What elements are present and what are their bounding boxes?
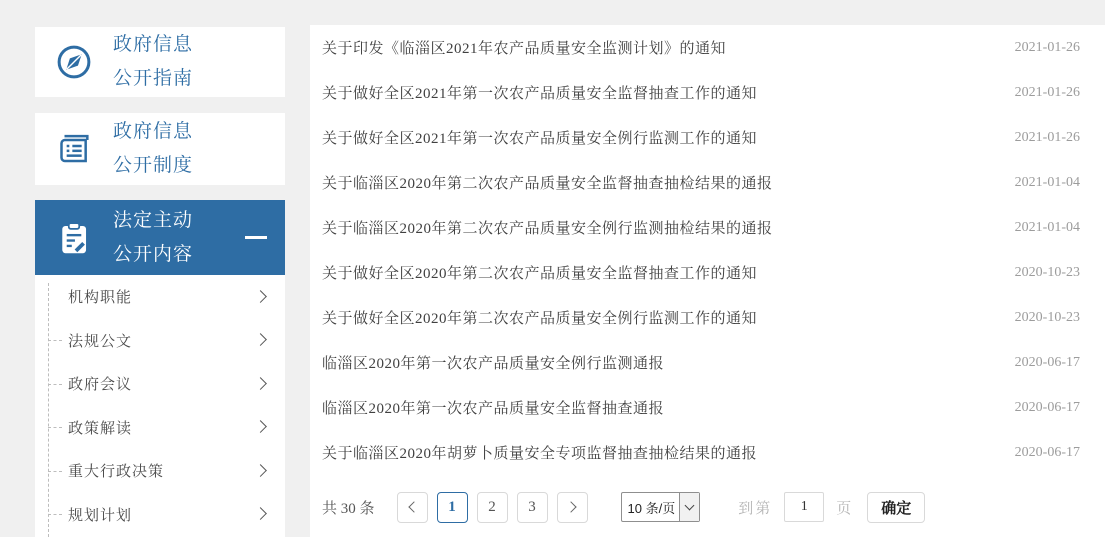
sidebar-section-guide[interactable] [35,27,285,97]
chevron-down-icon [679,493,699,521]
list-item-date: 2020-06-17 [1014,354,1080,370]
clipboard-icon [35,219,113,257]
list-item-date: 2021-01-26 [1014,84,1080,100]
list-item[interactable] [310,205,1105,250]
list-item-title[interactable]: 关于做好全区2021年第一次农产品质量安全例行监测工作的通知 [322,131,758,147]
list-item-title[interactable]: 关于做好全区2020年第二次农产品质量安全例行监测工作的通知 [322,311,758,327]
sidebar-sub-list [35,275,285,537]
list-item-title[interactable]: 关于临淄区2020年第二次农产品质量安全监督抽查抽检结果的通报 [322,176,773,192]
next-page-button[interactable] [557,492,588,523]
total-count: 共 30 条 [322,500,375,517]
chevron-left-icon [408,501,419,512]
page-buttons [437,492,557,523]
sidebar-item-label: 机构职能 [68,290,133,307]
sidebar-item[interactable] [35,449,285,493]
page-button[interactable]: 1 [437,492,468,523]
compass-icon [35,43,113,81]
sidebar-item-label: 法规公文 [68,333,133,350]
list-item-date: 2020-10-23 [1014,264,1080,280]
list-item[interactable] [310,250,1105,295]
page-size-select[interactable] [621,492,701,522]
main-panel [310,25,1105,537]
announcement-list [310,25,1105,475]
list-item-title[interactable]: 临淄区2020年第一次农产品质量安全例行监测通报 [322,356,665,372]
chevron-right-icon [254,377,267,390]
goto-page-label: 到第 [738,500,773,517]
confirm-button[interactable]: 确定 [867,492,925,523]
list-item[interactable] [310,70,1105,115]
goto-page-suffix: 页 [836,500,852,517]
book-icon [35,129,113,169]
chevron-right-icon [254,464,267,477]
list-item-title[interactable]: 关于印发《临淄区2021年农产品质量安全监测计划》的通知 [322,41,727,57]
list-item-date: 2021-01-26 [1014,39,1080,55]
sidebar-item[interactable] [35,319,285,363]
list-item-title[interactable]: 关于做好全区2020年第二次农产品质量安全监督抽查工作的通知 [322,266,758,282]
list-item[interactable] [310,430,1105,475]
chevron-right-icon [565,501,576,512]
list-item-date: 2021-01-04 [1014,219,1080,235]
list-item-date: 2021-01-04 [1014,174,1080,190]
page-size-value: 10 条/页 [627,500,676,516]
sidebar-section-label: 法定主动 公开内容 [113,209,194,265]
list-item-title[interactable]: 临淄区2020年第一次农产品质量安全监督抽查通报 [322,401,665,417]
chevron-right-icon [254,333,267,346]
minus-icon[interactable] [245,236,267,239]
list-item-date: 2021-01-26 [1014,129,1080,145]
sidebar-item[interactable] [35,406,285,450]
sidebar [35,0,285,537]
sidebar-item-label: 政策解读 [68,420,133,437]
list-item-title[interactable]: 关于做好全区2021年第一次农产品质量安全监督抽查工作的通知 [322,86,758,102]
list-item[interactable] [310,385,1105,430]
sidebar-item-label: 政府会议 [68,377,133,394]
sidebar-item[interactable] [35,362,285,406]
pagination-bar [310,491,1105,523]
sidebar-section-label: 政府信息 公开指南 [113,34,194,89]
chevron-right-icon [254,290,267,303]
list-item-date: 2020-06-17 [1014,399,1080,415]
list-item[interactable] [310,115,1105,160]
list-item-date: 2020-10-23 [1014,309,1080,325]
sidebar-item-label: 规划计划 [68,507,133,524]
sidebar-section-legal-content[interactable] [35,200,285,275]
chevron-right-icon [254,420,267,433]
sidebar-item[interactable] [35,493,285,537]
page-button[interactable]: 3 [517,492,548,523]
sidebar-item[interactable] [35,275,285,319]
list-item-title[interactable]: 关于临淄区2020年胡萝卜质量安全专项监督抽查抽检结果的通报 [322,446,758,462]
sidebar-item-label: 重大行政决策 [68,464,165,481]
list-item[interactable] [310,25,1105,70]
chevron-right-icon [254,507,267,520]
list-item[interactable] [310,340,1105,385]
list-item[interactable] [310,160,1105,205]
goto-page-input[interactable] [784,492,824,522]
page-button[interactable]: 2 [477,492,508,523]
list-item-title[interactable]: 关于临淄区2020年第二次农产品质量安全例行监测抽检结果的通报 [322,221,773,237]
sidebar-section-system[interactable] [35,113,285,185]
list-item-date: 2020-06-17 [1014,444,1080,460]
list-item[interactable] [310,295,1105,340]
sidebar-section-label: 政府信息 公开制度 [113,121,194,176]
prev-page-button[interactable] [397,492,428,523]
